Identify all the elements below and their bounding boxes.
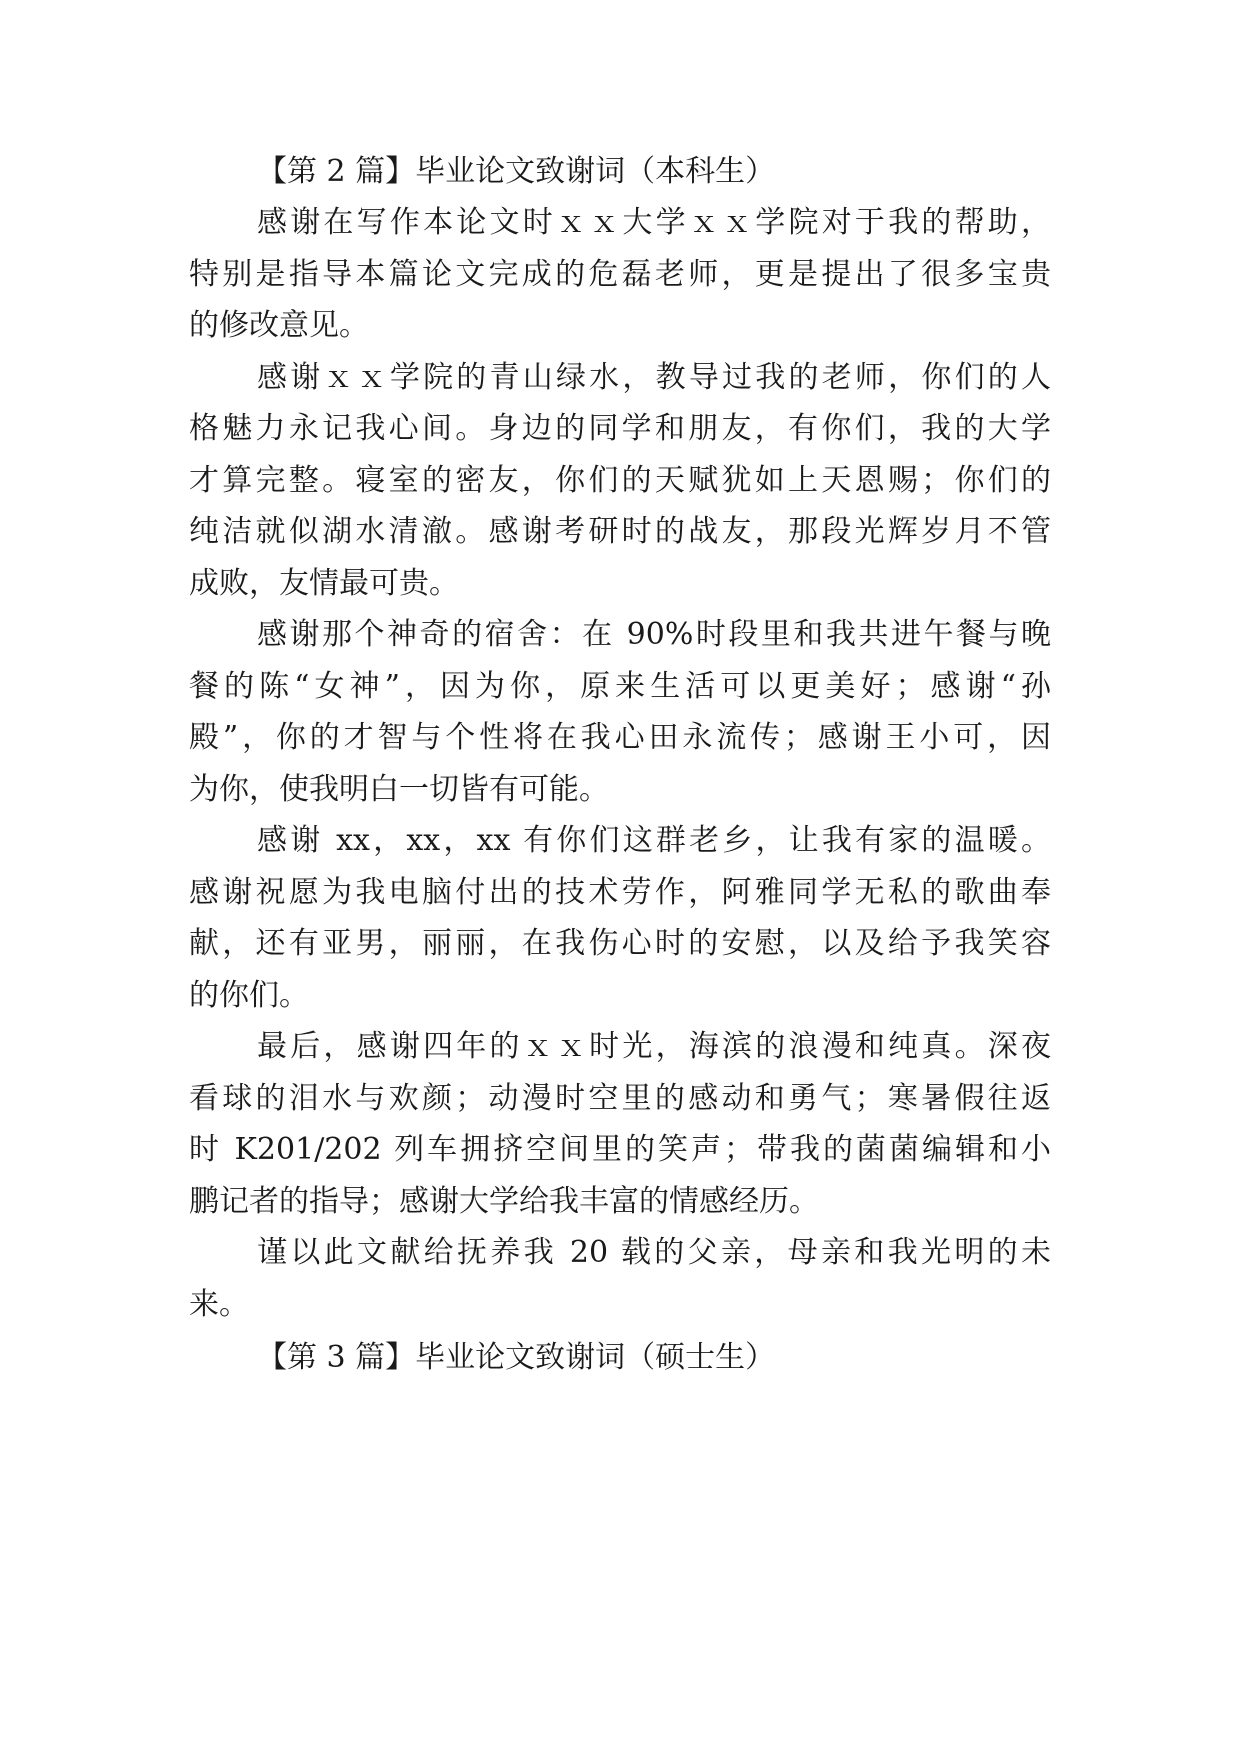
paragraph-line: 才算完整。寝室的密友，你们的天赋犹如上天恩赐；你们的 bbox=[189, 463, 1051, 498]
paragraph-line: 鹏记者的指导；感谢大学给我丰富的情感经历。 bbox=[189, 1184, 819, 1219]
paragraph-line: 成败，友情最可贵。 bbox=[189, 566, 459, 601]
paragraph-line: 纯洁就似湖水清澈。感谢考研时的战友，那段光辉岁月不管 bbox=[189, 514, 1051, 549]
paragraph-line: 感谢 xx，xx，xx 有你们这群老乡，让我有家的温暖。 bbox=[257, 823, 1051, 858]
paragraph-line: 感谢那个神奇的宿舍：在 90%时段里和我共进午餐与晚 bbox=[257, 617, 1051, 652]
paragraph-line: 的你们。 bbox=[189, 978, 309, 1013]
paragraph-line: 的修改意见。 bbox=[189, 308, 369, 343]
paragraph-line: 感谢祝愿为我电脑付出的技术劳作，阿雅同学无私的歌曲奉 bbox=[189, 875, 1051, 910]
paragraph-line: 餐的陈“女神”，因为你，原来生活可以更美好；感谢“孙 bbox=[189, 669, 1051, 704]
paragraph-line: 为你，使我明白一切皆有可能。 bbox=[189, 772, 609, 807]
paragraph-line: 看球的泪水与欢颜；动漫时空里的感动和勇气；寒暑假往返 bbox=[189, 1081, 1051, 1116]
paragraph-line: 感谢在写作本论文时ｘｘ大学ｘｘ学院对于我的帮助， bbox=[257, 205, 1051, 240]
paragraph-line: 来。 bbox=[189, 1287, 249, 1322]
paragraph-line: 最后，感谢四年的ｘｘ时光，海滨的浪漫和纯真。深夜 bbox=[257, 1029, 1051, 1064]
section-heading: 【第 3 篇】毕业论文致谢词（硕士生） bbox=[257, 1340, 776, 1375]
paragraph-line: 格魅力永记我心间。身边的同学和朋友，有你们，我的大学 bbox=[189, 411, 1051, 446]
paragraph-line: 特别是指导本篇论文完成的危磊老师，更是提出了很多宝贵 bbox=[189, 257, 1051, 292]
paragraph-line: 时 K201/202 列车拥挤空间里的笑声；带我的菌菌编辑和小 bbox=[189, 1132, 1051, 1167]
paragraph-line: 谨以此文献给抚养我 20 载的父亲，母亲和我光明的未 bbox=[257, 1235, 1051, 1270]
paragraph-line: 献，还有亚男，丽丽，在我伤心时的安慰，以及给予我笑容 bbox=[189, 926, 1051, 961]
section-heading: 【第 2 篇】毕业论文致谢词（本科生） bbox=[257, 154, 776, 189]
paragraph-line: 殿”，你的才智与个性将在我心田永流传；感谢王小可，因 bbox=[189, 720, 1051, 755]
paragraph-line: 感谢ｘｘ学院的青山绿水，教导过我的老师，你们的人 bbox=[257, 360, 1051, 395]
